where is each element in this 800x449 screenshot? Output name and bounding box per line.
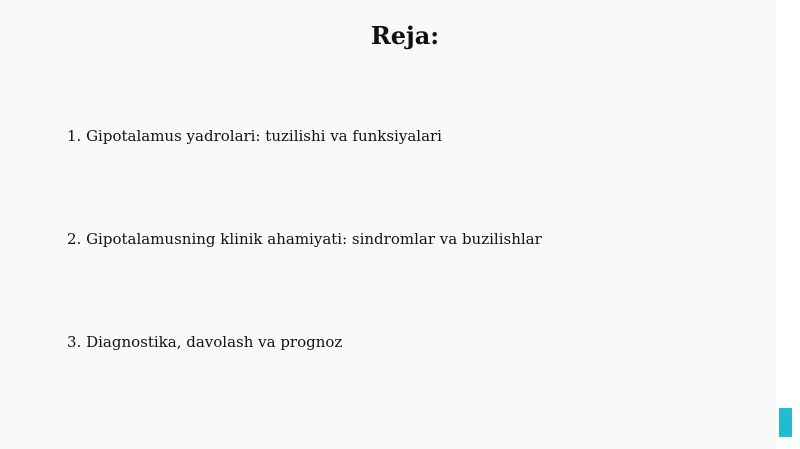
right-scrollbar-track[interactable] <box>776 0 800 449</box>
outline-item-3: 3. Diagnostika, davolash va prognoz <box>67 333 343 351</box>
scroll-thumb[interactable] <box>779 408 792 437</box>
outline-item-1: 1. Gipotalamus yadrolari: tuzilishi va funksiyalari <box>67 127 442 145</box>
outline-item-2: 2. Gipotalamusning klinik ahamiyati: sindromlar va buzilishlar <box>67 230 542 248</box>
slide-title: Reja: <box>370 21 440 50</box>
